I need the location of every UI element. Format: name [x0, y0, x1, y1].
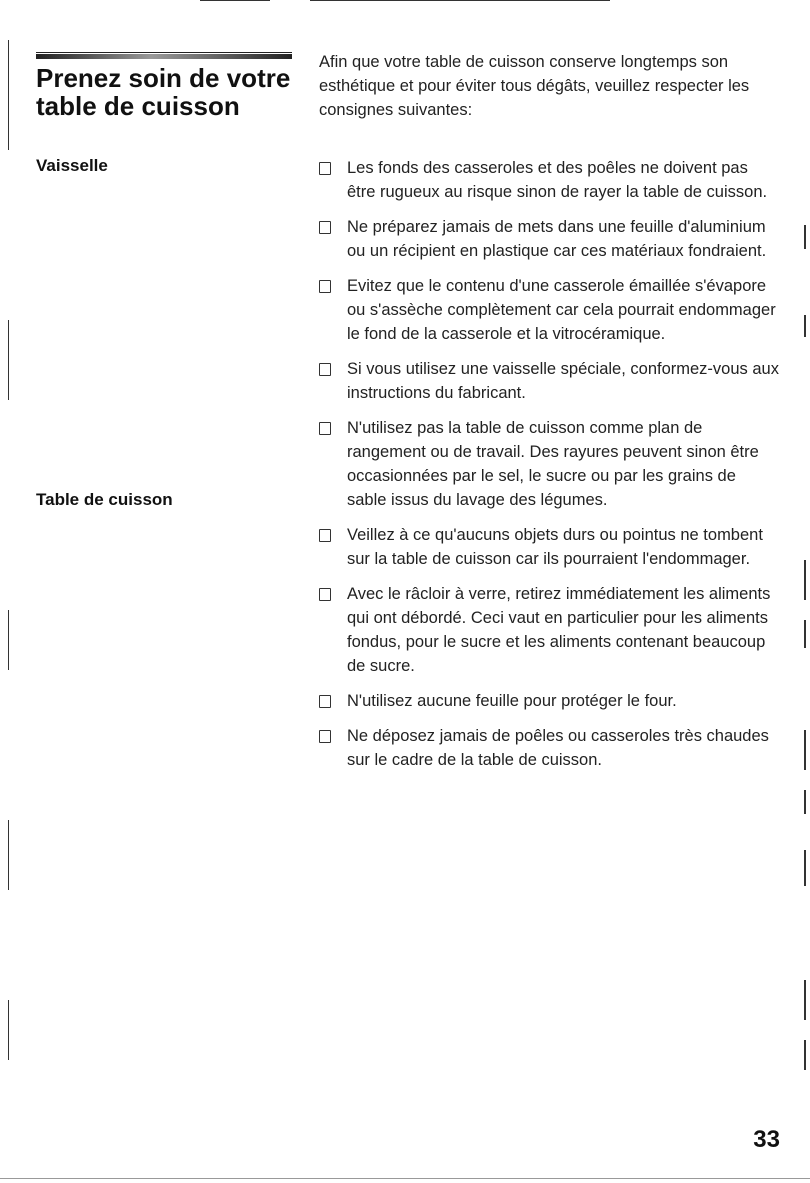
scan-edge-mark: [804, 1040, 806, 1070]
checkbox-bullet-icon: [319, 162, 331, 175]
list-item: [319, 416, 779, 512]
scan-edge-mark: [804, 790, 806, 814]
list-item-text: Veillez à ce qu'aucuns objets durs ou pointus ne tombent sur la table de cuisson car ils pourraient l'endommager.: [347, 526, 763, 568]
scan-edge-mark: [804, 620, 806, 648]
instruction-list: [319, 156, 779, 783]
scan-edge-mark: [8, 1000, 9, 1060]
checkbox-bullet-icon: [319, 280, 331, 293]
intro-paragraph: Afin que votre table de cuisson conserve longtemps son esthétique et pour éviter tous dégâts, veuillez respecter les consignes suivantes:: [319, 53, 750, 119]
list-item: [319, 215, 779, 263]
checkbox-bullet-icon: [319, 422, 331, 435]
scan-edge-mark: [8, 610, 9, 670]
section-label-table-de-cuisson: Table de cuisson: [36, 490, 173, 509]
list-item-text: Si vous utilisez une vaisselle spéciale, conformez-vous aux instructions du fabricant.: [347, 360, 779, 402]
checkbox-bullet-icon: [319, 695, 331, 708]
checkbox-bullet-icon: [319, 529, 331, 542]
list-item-text: N'utilisez aucune feuille pour protéger le four.: [347, 692, 677, 710]
list-item-text: Ne déposez jamais de poêles ou casseroles très chaudes sur le cadre de la table de cuisson.: [347, 727, 769, 769]
list-item: [319, 689, 779, 713]
scan-edge-mark: [200, 0, 270, 1]
scan-edge-mark: [804, 850, 806, 886]
scan-edge-mark: [804, 730, 806, 770]
scan-edge-mark: [310, 0, 610, 1]
scan-edge-mark: [8, 320, 9, 400]
list-item: [319, 523, 779, 571]
list-item-text: Les fonds des casseroles et des poêles ne doivent pas être rugueux au risque sinon de rayer la table de cuisson.: [347, 159, 768, 201]
list-item: [319, 156, 779, 204]
header-rule-thin: [36, 52, 292, 53]
checkbox-bullet-icon: [319, 588, 331, 601]
checkbox-bullet-icon: [319, 221, 331, 234]
list-item-text: Avec le râcloir à verre, retirez immédiatement les aliments qui ont débordé. Ceci vaut en particulier pour les aliments fondus, pour le sucre et les aliments contenant beaucoup de sucre.: [347, 585, 771, 675]
header-rule: [36, 54, 292, 59]
list-item: [319, 582, 779, 678]
list-item: [319, 724, 779, 772]
bottom-rule: [0, 1178, 810, 1179]
list-item-text: Evitez que le contenu d'une casserole émaillée s'évapore ou s'assèche complètement car cela pourrait endommager le fond de la casserole et la vitrocéramique.: [347, 277, 776, 343]
scan-edge-mark: [804, 315, 806, 337]
checkbox-bullet-icon: [319, 730, 331, 743]
scan-edge-mark: [8, 820, 9, 890]
scan-edge-mark: [804, 980, 806, 1020]
list-item-text: N'utilisez pas la table de cuisson comme plan de rangement ou de travail. Des rayures peuvent sinon être occasionnées par le sel, le sucre ou par les grains de sable issus du lavage des légumes.: [347, 419, 759, 509]
checkbox-bullet-icon: [319, 363, 331, 376]
scan-edge-mark: [804, 225, 806, 249]
scan-edge-mark: [804, 560, 806, 600]
page-number: 33: [753, 1126, 780, 1153]
list-item: [319, 274, 779, 346]
page-title: Prenez soin de votre table de cuisson: [36, 63, 291, 121]
list-item-text: Ne préparez jamais de mets dans une feuille d'aluminium ou un récipient en plastique car ces matériaux fondraient.: [347, 218, 767, 260]
list-item: [319, 357, 779, 405]
scan-edge-mark: [8, 40, 9, 150]
section-label-vaisselle: Vaisselle: [36, 156, 108, 175]
